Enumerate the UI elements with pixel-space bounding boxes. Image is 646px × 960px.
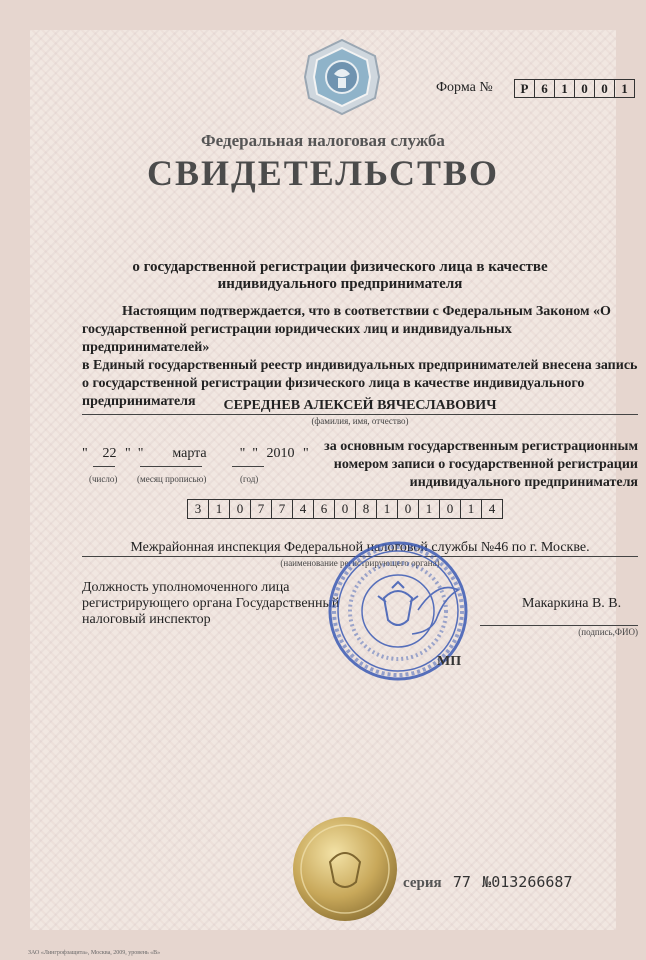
gold-hologram-seal-icon	[292, 816, 398, 922]
year-underline	[232, 466, 264, 467]
authority-caption: (наименование регистрирующего органа)	[280, 558, 440, 568]
form-number-cell: 1	[621, 81, 628, 96]
ogrn-digit: 7	[272, 500, 293, 518]
ogrn-digit: 0	[230, 500, 251, 518]
date-year: 2010	[266, 446, 295, 461]
registration-line: индивидуального предпринимателя	[409, 475, 638, 490]
ogrn-number-cells	[187, 499, 503, 519]
ogrn-digit: 8	[356, 500, 377, 518]
position-line: регистрирующего органа Государственный	[82, 596, 340, 611]
agency-name: Федеральная налоговая служба	[201, 131, 445, 150]
document-title: СВИДЕТЕЛЬСТВО	[146, 153, 500, 193]
ogrn-digit: 0	[440, 500, 461, 518]
form-number-cell: 0	[595, 80, 615, 97]
name-caption: (фамилия, имя, отчество)	[311, 416, 409, 426]
ogrn-digit: 1	[209, 500, 230, 518]
ogrn-digit: 1	[461, 500, 482, 518]
ogrn-digit: 3	[188, 500, 209, 518]
month-caption: (месяц прописью)	[137, 474, 207, 484]
day-underline	[93, 466, 115, 467]
position-line: Должность уполномоченного лица	[82, 580, 290, 595]
body-line: государственной регистрации юридических лиц и индивидуальных предпринимателей»	[82, 322, 512, 355]
body-line: предпринимателя	[82, 394, 196, 409]
form-number-cell: 0	[575, 80, 595, 97]
ogrn-digit: 4	[488, 501, 496, 516]
date-month: марта	[172, 446, 207, 461]
signature-underline	[480, 625, 638, 626]
day-caption: (число)	[89, 474, 118, 484]
body-line: о государственной регистрации физического лица в качестве индивидуального	[82, 376, 585, 391]
position-line: налоговый инспектор	[82, 612, 211, 627]
fns-emblem-icon	[303, 38, 381, 116]
form-number-cell: Р	[515, 80, 535, 97]
subtitle-line: о государственной регистрации физического лица в качестве	[132, 259, 548, 275]
printer-imprint: ЗАО «Лингрофзащита», Москва, 2009, уровень «В»	[28, 950, 161, 956]
certificate-number: №013266687	[482, 873, 573, 891]
registration-date: " 22 " " марта " " 2010 "	[82, 446, 309, 461]
name-underline	[82, 414, 638, 415]
series-code: 77	[452, 873, 471, 891]
form-number-cell: 6	[535, 80, 555, 97]
form-number-cells	[514, 79, 635, 98]
ogrn-digit: 7	[251, 500, 272, 518]
document-subtitle	[110, 259, 570, 293]
signer-name: Макаркина В. В.	[522, 596, 622, 611]
ogrn-digit: 0	[335, 500, 356, 518]
year-caption: (год)	[240, 474, 259, 484]
subtitle-line: индивидуального предпринимателя	[217, 276, 463, 292]
body-line: Настоящим подтверждается, что в соответствии с Федеральным Законом «О	[122, 304, 611, 319]
ogrn-digit: 4	[293, 500, 314, 518]
month-underline	[140, 466, 202, 467]
date-day: 22	[102, 446, 117, 461]
registration-line: за основным государственным регистрационным	[324, 439, 638, 454]
series-label: серия	[403, 875, 442, 891]
series-block	[403, 873, 572, 892]
body-paragraph	[82, 303, 638, 411]
ogrn-digit: 1	[419, 500, 440, 518]
official-position	[82, 580, 339, 628]
registration-text	[318, 438, 638, 492]
signature-caption: (подпись,ФИО)	[578, 627, 638, 637]
ogrn-digit: 0	[398, 500, 419, 518]
body-line: в Единый государственный реестр индивидуальных предпринимателей внесена запись	[82, 358, 638, 373]
ogrn-digit: 1	[377, 500, 398, 518]
stamp-place-label: МП	[437, 654, 462, 669]
holder-name: СЕРЕДНЕВ АЛЕКСЕЙ ВЯЧЕСЛАВОВИЧ	[223, 398, 497, 413]
registering-authority: Межрайонная инспекция Федеральной налоговой службы №46 по г. Москве.	[130, 540, 590, 555]
registration-line: номером записи о государственной регистрации	[333, 457, 638, 472]
ogrn-digit: 6	[314, 500, 335, 518]
form-number-cell: 1	[555, 80, 575, 97]
form-number-label: Форма №	[436, 80, 493, 95]
